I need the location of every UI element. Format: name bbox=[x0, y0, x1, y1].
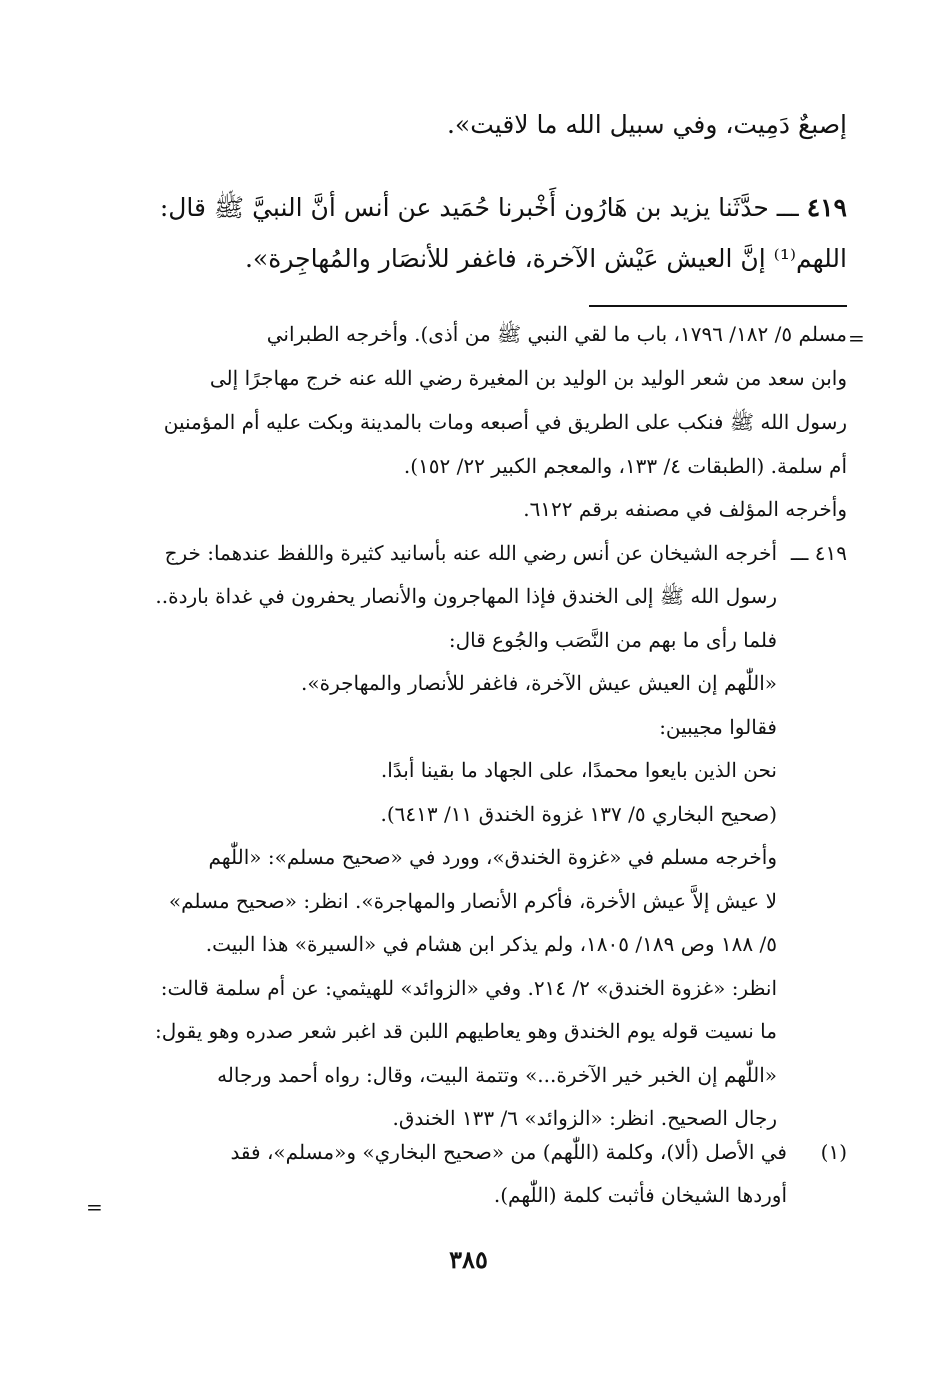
main-text-line-3: اللهم⁽¹⁾ إنَّ العيش عَيْش الآخرة، فاغفر للأنصَار والمُهاجِرة». bbox=[244, 244, 847, 273]
main-text-line-2 bbox=[160, 192, 847, 229]
hadith-text: ـــ حدَّثَنا يزيد بن هَارُون أَخْبرنا حُمَيد عن أنس أنَّ النبيَّ ﷺ قال: bbox=[159, 193, 799, 222]
footnote-line: انظر: «غزوة الخندق» ٢/ ٢١٤. وفي «الزوائد» للهيثمي: عن أم سلمة قالت: bbox=[160, 976, 777, 1000]
footnote-line: رجال الصحيح. انظر: «الزوائد» ٦/ ١٣٣ الخندق. bbox=[392, 1106, 777, 1130]
continuation-mark-top: = bbox=[848, 326, 865, 350]
footnote-line: فقالوا مجيبين: bbox=[659, 715, 777, 739]
footnote-separator bbox=[589, 305, 847, 307]
footnote-line: نحن الذين بايعوا محمدًا، على الجهاد ما بقينا أبدًا. bbox=[380, 758, 777, 782]
page-number: ٣٨٥ bbox=[449, 1245, 488, 1274]
footnote-line: ما نسيت قوله يوم الخندق وهو يعاطيهم اللبن قد اغبر شعر صدره وهو يقول: bbox=[154, 1019, 777, 1043]
footnote-line: أم سلمة. (الطبقات ٤/ ١٣٣، والمعجم الكبير ٢٢/ ١٥٢). bbox=[403, 454, 847, 478]
footnote-line: رسول الله ﷺ فنكب على الطريق في أصبعه ومات بالمدينة وبكت عليه أم المؤمنين bbox=[163, 410, 847, 434]
footnote-line: فلما رأى ما بهم من النَّصَب والجُوع قال: bbox=[448, 628, 777, 652]
footnote-line: «اللّٰهم إن الخبر خير الآخرة...» وتتمة البيت، وقال: رواه أحمد ورجاله bbox=[217, 1063, 777, 1087]
footnote-line: أخرجه الشيخان عن أنس رضي الله عنه بأسانيد كثيرة واللفظ عندهما: خرج bbox=[164, 541, 777, 565]
footnote-line: لا عيش إلاَّ عيش الأخرة، فأكرم الأنصار والمهاجرة». انظر: «صحيح مسلم» bbox=[168, 889, 777, 913]
footnote-line: وأخرجه المؤلف في مصنفه برقم ٦١٢٢. bbox=[523, 497, 847, 521]
footnote-line: «اللّٰهم إن العيش عيش الآخرة، فاغفر للأنصار والمهاجرة». bbox=[301, 671, 777, 695]
footnote-line: أوردها الشيخان فأثبت كلمة (اللّٰهم). bbox=[493, 1183, 787, 1207]
hadith-number: ٤١٩ bbox=[806, 193, 847, 222]
footnote-1-label: (١) bbox=[820, 1140, 847, 1164]
main-text-line-1: إصبعٌ دَمِيت، وفي سبيل الله ما لاقيت». bbox=[446, 110, 847, 139]
footnote-line: وابن سعد من شعر الوليد بن الوليد بن المغيرة رضي الله عنه خرج مهاجرًا إلى bbox=[209, 366, 847, 390]
footnote-419-label: ٤١٩ ـــ bbox=[790, 541, 847, 565]
footnote-line: في الأصل (ألا)، وكلمة (اللّٰهم) من «صحيح البخاري» و«مسلم»، فقد bbox=[230, 1140, 787, 1164]
footnote-line: ٥/ ١٨٨ وص ١٨٩/ ١٨٠٥، ولم يذكر ابن هشام في «السيرة» هذا البيت. bbox=[205, 932, 777, 956]
footnote-line: (صحيح البخاري ٥/ ١٣٧ غزوة الخندق ١١/ ٦٤١٣). bbox=[380, 802, 777, 826]
continuation-mark-bottom: = bbox=[86, 1195, 103, 1219]
footnote-line: رسول الله ﷺ إلى الخندق فإذا المهاجرون والأنصار يحفرون في غداة باردة.. bbox=[155, 584, 777, 608]
footnote-line: وأخرجه مسلم في «غزوة الخندق»، وورد في «صحيح مسلم»: «اللّٰهم bbox=[208, 845, 777, 869]
footnote-line: مسلم ٥/ ١٨٢/ ١٧٩٦، باب ما لقي النبي ﷺ من أذى). وأخرجه الطبراني bbox=[266, 322, 847, 346]
